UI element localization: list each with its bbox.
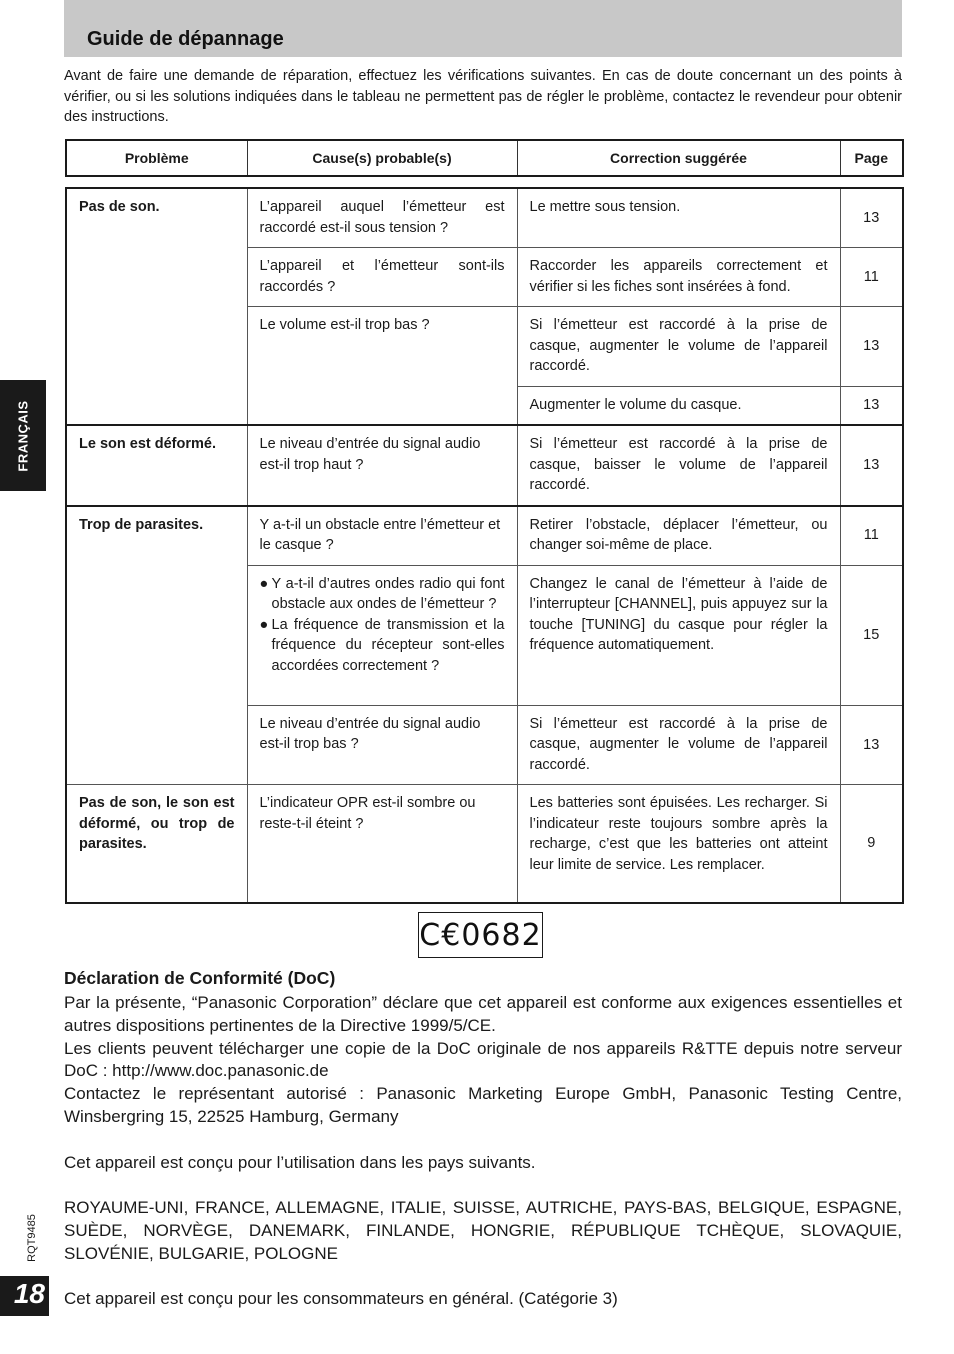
correction-cell: Augmenter le volume du casque. (517, 386, 840, 425)
bullet-icon: ● (259, 575, 269, 592)
doc-paragraph: Cet appareil est conçu pour les consommateurs en général. (Catégorie 3) (64, 1289, 618, 1308)
cause-cell: Le niveau d’entrée du signal audio est-il trop bas ? (247, 705, 517, 785)
correction-cell: Si l’émetteur est raccordé à la prise de casque, augmenter le volume de l’appareil raccordé. (517, 307, 840, 387)
page-title: Guide de dépannage (87, 28, 284, 50)
column-header-cause: Cause(s) probable(s) (247, 140, 517, 176)
bullet-item: ● Y a-t-il d’autres ondes radio qui font obstacle aux ondes de l’émetteur ? (260, 574, 505, 615)
page-cell: 13 (840, 425, 903, 506)
problem-cell: Pas de son. (66, 188, 247, 425)
cause-cell: L’appareil et l’émetteur sont-ils raccordés ? (247, 248, 517, 307)
doc-paragraph: Les clients peuvent télécharger une copie de la DoC originale de nos appareils R&TTE depuis notre serveur DoC : http://www.doc.panasonic.de (64, 1038, 902, 1081)
page-cell: 13 (840, 188, 903, 248)
troubleshooting-table (65, 187, 904, 904)
language-tab (0, 380, 46, 491)
correction-cell: Si l’émetteur est raccordé à la prise de casque, augmenter le volume de l’appareil raccordé. (517, 705, 840, 785)
page-cell: 9 (840, 785, 903, 903)
cause-cell: Y a-t-il un obstacle entre l’émetteur et le casque ? (247, 506, 517, 566)
cause-cell: Le niveau d’entrée du signal audio est-il trop haut ? (247, 425, 517, 506)
page-number: 18 (13, 1278, 45, 1309)
language-tab-label: FRANÇAIS (15, 399, 31, 472)
cause-cell: Le volume est-il trop bas ? (247, 307, 517, 426)
page-cell: 15 (840, 565, 903, 705)
column-header-problem: Problème (66, 140, 247, 176)
page-cell: 13 (840, 386, 903, 425)
problem-cell: Trop de parasites. (66, 506, 247, 785)
doc-paragraph: Par la présente, “Panasonic Corporation” déclare que cet appareil est conforme aux exigences essentielles et autres dispositions pertinentes de la Directive 1999/5/CE. (64, 993, 902, 1035)
table-row (66, 425, 903, 506)
correction-cell: Changez le canal de l’émetteur à l’aide de l’interrupteur [CHANNEL], puis appuyez sur la touche [TUNING] du casque pour régler la fréquence automatiquement. (517, 565, 840, 705)
problem-cell: Le son est déformé. (66, 425, 247, 506)
page-number-box (0, 1276, 49, 1316)
correction-cell: Si l’émetteur est raccordé à la prise de casque, baisser le volume de l’appareil raccordé. (517, 425, 840, 506)
intro-text: Avant de faire une demande de réparation, effectuez les vérifications suivantes. En cas de doute concernant un des points à vérifier, ou si les solutions indiquées dans le tableau ne permettent pas de régler le problème, contactez le revendeur pour obtenir des instructions. (64, 68, 902, 125)
troubleshooting-header (65, 139, 904, 177)
table-row (66, 506, 903, 566)
model-code: RQT9485 (26, 1214, 38, 1262)
doc-paragraph: Cet appareil est conçu pour l’utilisation dans les pays suivants. (64, 1152, 536, 1172)
ce-mark-text: C€0682 (419, 917, 542, 953)
bullet-icon: ● (259, 616, 269, 633)
cause-cell (247, 565, 517, 705)
countries-list: ROYAUME-UNI, FRANCE, ALLEMAGNE, ITALIE, SUISSE, AUTRICHE, PAYS-BAS, BELGIQUE, ESPAGNE, SUÈDE, NORVÈGE, DANEMARK, FINLANDE, HONGRIE, RÉPUBLIQUE TCHÈQUE, SLOVAQUIE, SLOVÉNIE, BULGARIE, POLOGNE (64, 1198, 902, 1263)
doc-paragraph: Contactez le représentant autorisé : Panasonic Marketing Europe GmbH, Panasonic Testing Centre, Winsbergring 15, 22525 Hamburg, Germany (64, 1084, 902, 1126)
doc-heading: Déclaration de Conformité (DoC) (64, 968, 336, 988)
page-cell: 11 (840, 506, 903, 566)
correction-cell: Retirer l’obstacle, déplacer l’émetteur, ou changer soi-même de place. (517, 506, 840, 566)
header-bar (64, 0, 902, 57)
bullet-item: ● La fréquence de transmission et la fréquence du récepteur sont-elles accordées correctement ? (260, 615, 505, 677)
correction-cell: Raccorder les appareils correctement et vérifier si les fiches sont insérées à fond. (517, 248, 840, 307)
cause-cell: L’indicateur OPR est-il sombre ou reste-t-il éteint ? (247, 785, 517, 903)
column-header-correction: Correction suggérée (517, 140, 840, 176)
page-cell: 13 (840, 307, 903, 387)
page-cell: 13 (840, 705, 903, 785)
column-header-page: Page (854, 150, 888, 166)
cause-cell: L’appareil auquel l’émetteur est raccordé est-il sous tension ? (247, 188, 517, 248)
doc-body (64, 992, 902, 1308)
table-row (66, 785, 903, 903)
correction-cell: Les batteries sont épuisées. Les recharger. Si l’indicateur reste toujours sombre après la recharge, c’est que les batteries ont atteint leur limite de service. Les remplacer. (517, 785, 840, 903)
page-cell: 11 (840, 248, 903, 307)
table-row (66, 188, 903, 248)
problem-cell: Pas de son, le son est déformé, ou trop de parasites. (66, 785, 247, 903)
correction-cell: Le mettre sous tension. (517, 188, 840, 248)
ce-mark-logo (418, 912, 543, 958)
